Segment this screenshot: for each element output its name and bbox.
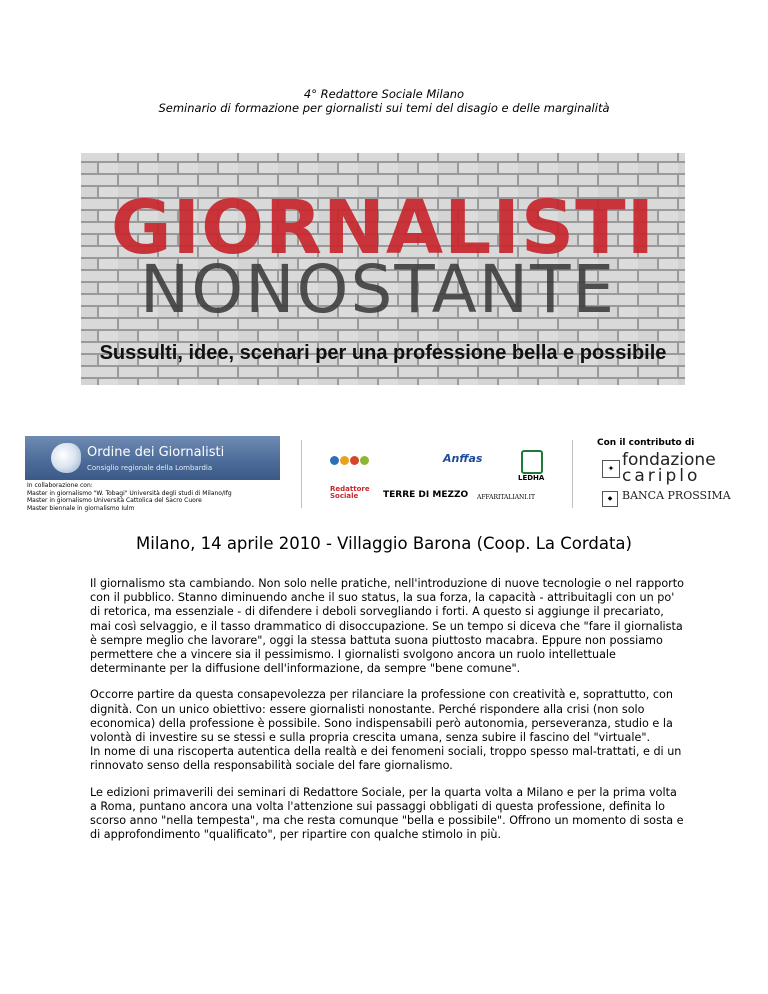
brick-wall-illustration: [78, 150, 688, 388]
sponsor-strip: [25, 436, 745, 516]
article-body: [90, 577, 686, 854]
collaboration-list: [27, 482, 232, 512]
divider: [301, 440, 302, 508]
paragraph: Le edizioni primaverili dei seminari di Redattore Sociale, per la quarta volta a Milano e per la prima volta a Roma, puntano ancora una volta l'attenzione sui passaggi obbligati di questa professione, definita lo scorso anno "nella tempesta", ma che resta comunque "bella e possibile". Offrono un momento di sosta e di approfondimento "qualificato", per ripartire con qualche stimolo in più.: [90, 785, 684, 842]
lombardia-map-icon: [51, 443, 81, 473]
banner-subtitle: Sussulti, idee, scenari per una professione bella e possibile: [99, 342, 667, 364]
event-line: Milano, 14 aprile 2010 - Villaggio Barona (Coop. La Cordata): [136, 534, 632, 553]
ordine-subtitle: Consiglio regionale della Lombardia: [87, 464, 213, 472]
anffas-logo: Anffas: [443, 452, 483, 465]
fondazione-line-2: cariplo: [622, 466, 701, 486]
fondazione-line-1: fondazione: [622, 450, 716, 470]
divider: [572, 440, 573, 508]
paragraph: Il giornalismo sta cambiando. Non solo nelle pratiche, nell'introduzione di nuove tecnologie o nel rapporto con il pubblico. Stanno diminuendo anche il suo status, la sua forza, la capacità - attribuitagli con un po' di retorica, ma essenziale - di difendere i deboli sorvegliando i forti. A questo si aggiunge il precariato, mai così selvaggio, e il tasso drammatico di disoccupazione. Se un tempo si diceva che "fare il giornalista è sempre meglio che lavorare", oggi la stessa battuta suona piuttosto macabra. Eppure non possiamo permettere che a vincere sia il pessimismo. I giornalisti svolgono ancora un ruolo intellettuale determinante per la diffusione dell'informazione, da sempre "bene comune".: [90, 577, 684, 676]
document-header: [0, 87, 768, 115]
fondazione-mark-icon: ✦: [602, 460, 620, 478]
banner-image: [78, 150, 688, 388]
collab-line: Master in giornalismo Università Cattolica del Sacro Cuore: [27, 497, 202, 504]
terre-di-mezzo-logo: TERRE DI MEZZO: [383, 490, 469, 500]
header-line-1: 4° Redattore Sociale Milano: [303, 87, 465, 101]
paragraph: Occorre partire da questa consapevolezza per rilanciare la professione con creatività e, soprattutto, con dignità. Con un unico obiettivo: essere giornalisti nonostante. Perché rispondere alla crisi (non solo economica) della professione è possibile. Sono indispensabili però autonomia, perseveranza, studio e la volontà di investire su se stessi e sulla propria crescita umana, senza subire il fascino del "virtuale".: [90, 688, 673, 745]
banner-title-red: GIORNALISTI: [110, 185, 656, 271]
redattore-sociale-logo: Redattore Sociale: [330, 485, 370, 500]
collab-line: Master biennale in giornalismo Iulm: [27, 504, 135, 512]
banca-prossima-logo: BANCA PROSSIMA: [622, 489, 731, 502]
coordinamento-logo: [330, 456, 370, 467]
paragraph: In nome di una riscoperta autentica della realtà e dei fenomeni sociali, troppo spesso mal-trattati, e di un rinnovato senso della responsabilità sociale del fare giornalismo.: [90, 745, 682, 773]
collab-line: Master in giornalismo "W. Tobagi" Università degli studi di Milano/Ifg: [27, 489, 232, 497]
collab-line: In collaborazione con:: [27, 482, 93, 489]
ordine-title: Ordine dei Giornalisti: [87, 445, 225, 460]
fondazione-cariplo-logo: [622, 452, 716, 484]
ledha-mark-icon: [521, 450, 543, 474]
ledha-logo: LEDHA: [518, 474, 545, 482]
contributo-label: Con il contributo di: [597, 438, 695, 448]
ordine-giornalisti-logo: [25, 436, 280, 480]
banca-mark-icon: ◆: [602, 491, 618, 507]
affaritaliani-logo: AFFARITALIANI.IT: [477, 494, 535, 501]
banner-title-grey: NONOSTANTE: [139, 251, 617, 328]
header-line-2: Seminario di formazione per giornalisti sui temi del disagio e delle marginalità: [158, 101, 610, 115]
